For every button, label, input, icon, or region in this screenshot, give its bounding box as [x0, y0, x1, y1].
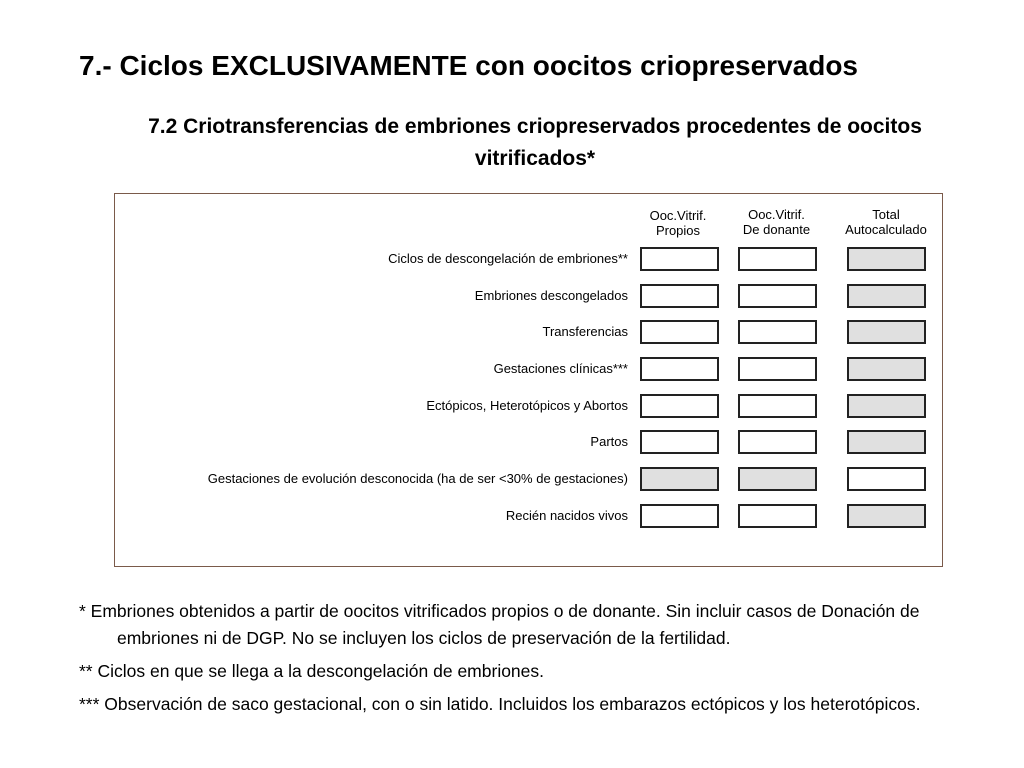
column-header-donante — [729, 207, 824, 237]
input-cell-propios[interactable] — [640, 504, 719, 528]
data-entry-form — [114, 193, 943, 567]
footnote-2: ** Ciclos en que se llega a la descongelación de embriones. — [79, 661, 545, 681]
disabled-cell-propios — [640, 467, 719, 491]
column-header-propios — [638, 208, 718, 238]
column-header-total — [831, 207, 941, 237]
input-cell-propios[interactable] — [640, 284, 719, 308]
input-cell-total[interactable] — [847, 467, 926, 491]
input-cell-propios[interactable] — [640, 430, 719, 454]
input-cell-propios[interactable] — [640, 394, 719, 418]
footnote-1: * Embriones obtenidos a partir de oocitos vitrificados propios o de donante. Sin incluir casos de Donación de embriones ni de DGP. No se incluyen los ciclos de preservación de la fertilidad. — [79, 601, 920, 648]
column-header-line: Total — [872, 207, 900, 222]
total-cell — [847, 284, 926, 308]
column-header-line: Ooc.Vitrif. — [748, 207, 805, 222]
column-header-line: Ooc.Vitrif. — [649, 208, 707, 223]
input-cell-donante[interactable] — [738, 394, 817, 418]
input-cell-donante[interactable] — [738, 504, 817, 528]
input-cell-donante[interactable] — [738, 357, 817, 381]
total-cell — [847, 430, 926, 454]
total-cell — [847, 394, 926, 418]
input-cell-donante[interactable] — [738, 284, 817, 308]
row-label: Partos — [590, 434, 628, 449]
input-cell-donante[interactable] — [738, 430, 817, 454]
page-title: 7.- Ciclos EXCLUSIVAMENTE con oocitos criopreservados — [79, 50, 858, 81]
section-subtitle: 7.2 Criotransferencias de embriones criopreservados procedentes de oocitos vitrificados* — [148, 115, 922, 170]
input-cell-propios[interactable] — [640, 247, 719, 271]
column-header-line: Propios — [655, 223, 701, 238]
row-label: Ciclos de descongelación de embriones** — [388, 251, 628, 266]
disabled-cell-donante — [738, 467, 817, 491]
row-label: Recién nacidos vivos — [505, 508, 628, 523]
total-cell — [847, 320, 926, 344]
row-label: Gestaciones de evolución desconocida (ha de ser <30% de gestaciones) — [207, 471, 628, 486]
footnote-3: *** Observación de saco gestacional, con o sin latido. Incluidos los embarazos ectópicos y los heterotópicos. — [79, 694, 921, 714]
input-cell-donante[interactable] — [738, 247, 817, 271]
column-header-line: De donante — [742, 222, 811, 237]
input-cell-propios[interactable] — [640, 357, 719, 381]
footnotes — [79, 598, 979, 724]
row-label: Ectópicos, Heterotópicos y Abortos — [426, 398, 628, 413]
total-cell — [847, 247, 926, 271]
column-header-line: Autocalculado — [845, 222, 927, 237]
input-cell-propios[interactable] — [640, 320, 719, 344]
row-label: Transferencias — [542, 324, 628, 339]
input-cell-donante[interactable] — [738, 320, 817, 344]
row-label: Embriones descongelados — [474, 288, 628, 303]
total-cell — [847, 504, 926, 528]
row-label: Gestaciones clínicas*** — [493, 361, 628, 376]
total-cell — [847, 357, 926, 381]
